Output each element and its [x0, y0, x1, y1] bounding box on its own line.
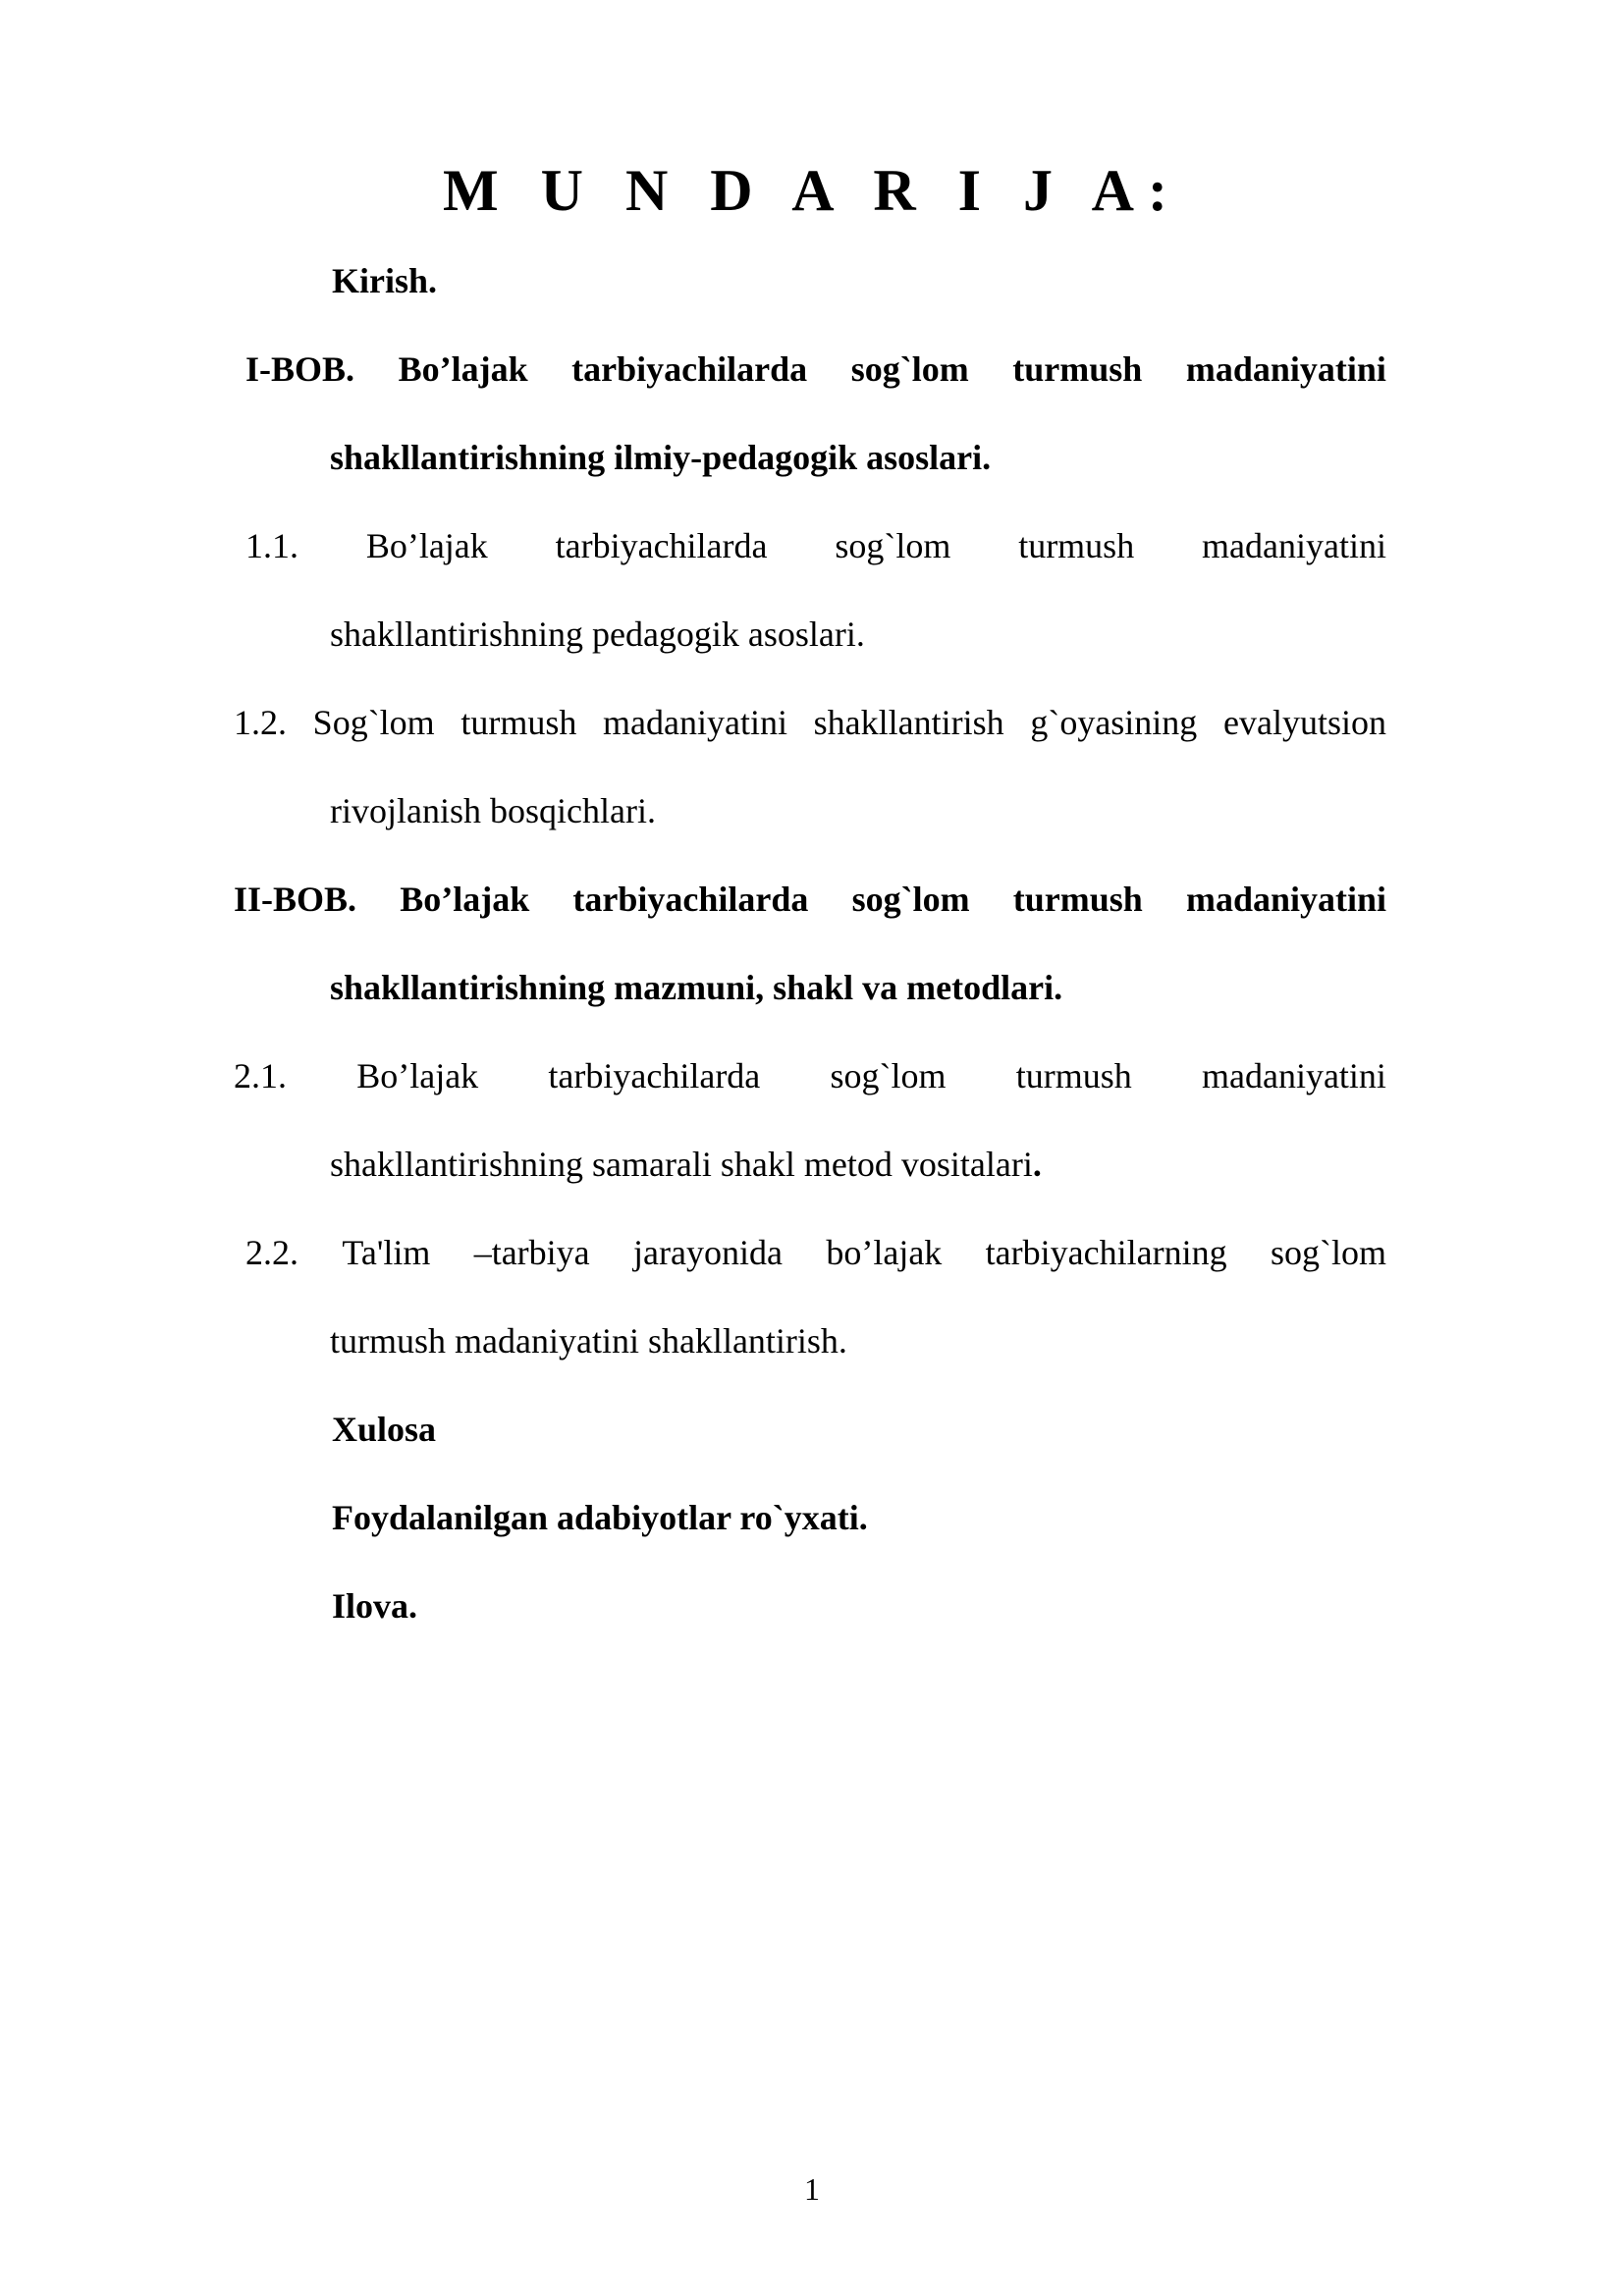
toc-word: turmush: [1012, 349, 1143, 389]
toc-chapter-1-number: I-BOB.: [245, 349, 355, 389]
toc-word: shakllantirish: [813, 703, 1004, 742]
toc-word: tarbiyachilarda: [571, 349, 808, 389]
toc-intro: Kirish.: [332, 261, 438, 300]
toc-word: madaniyatini: [603, 703, 787, 742]
toc-section-2-1-line-2: [330, 1143, 1042, 1186]
toc-word: tarbiyachilarda: [548, 1056, 761, 1095]
toc-section-2-1-line-1: [234, 1054, 1386, 1097]
toc-section-2-1-period: .: [1032, 1145, 1042, 1184]
toc-word: turmush: [1015, 1056, 1132, 1095]
toc-word: turmush: [1012, 880, 1143, 919]
toc-section-number: 2.2.: [245, 1233, 298, 1272]
toc-word: sog`lom: [851, 880, 970, 919]
toc-word: tarbiyachilarda: [572, 880, 809, 919]
page-title: M U N D A R I J A:: [442, 158, 1181, 223]
toc-chapter-2-line-2: shakllantirishning mazmuni, shakl va metodlari.: [330, 968, 1063, 1007]
toc-word: sog`lom: [850, 349, 969, 389]
toc-word: turmush: [460, 703, 577, 742]
toc-section-2-1-text: shakllantirishning samarali shakl metod vositalari: [330, 1145, 1033, 1184]
toc-word: Sog`lom: [312, 703, 435, 742]
toc-references: Foydalanilgan adabiyotlar ro`yxati.: [332, 1498, 868, 1537]
toc-conclusion: Xulosa: [332, 1410, 437, 1449]
toc-word: sog`lom: [835, 526, 951, 565]
toc-section-1-2-line-2: rivojlanish bosqichlari.: [330, 791, 656, 830]
toc-chapter-2-number: II-BOB.: [234, 880, 357, 919]
toc-chapter-1-line-2: shakllantirishning ilmiy-pedagogik asoslari.: [330, 438, 992, 477]
toc-word: evalyutsion: [1222, 703, 1386, 742]
toc-word: jarayonida: [633, 1233, 783, 1272]
toc-word: madaniyatini: [1202, 526, 1386, 565]
toc-word: Bo’lajak: [356, 1056, 479, 1095]
toc-word: Bo’lajak: [365, 526, 488, 565]
toc-section-1-1-line-1: [245, 524, 1386, 567]
toc-section-number: 1.2.: [234, 703, 287, 742]
toc-appendix: Ilova.: [332, 1586, 418, 1626]
toc-word: bo’lajak: [826, 1233, 943, 1272]
toc-section-1-1-line-2: shakllantirishning pedagogik asoslari.: [330, 614, 865, 654]
toc-word: Ta'lim: [342, 1233, 431, 1272]
toc-word: sog`lom: [830, 1056, 947, 1095]
toc-chapter-2-line-1: [234, 878, 1386, 921]
toc-section-1-2-line-1: [234, 701, 1386, 744]
toc-word: madaniyatini: [1185, 880, 1386, 919]
toc-section-2-2-line-2: turmush madaniyatini shakllantirish.: [330, 1321, 847, 1361]
toc-word: –tarbiya: [473, 1233, 590, 1272]
toc-chapter-1-line-1: [245, 347, 1386, 391]
toc-word: tarbiyachilarning: [985, 1233, 1227, 1272]
toc-word: madaniyatini: [1185, 349, 1386, 389]
page-number: 1: [804, 2171, 820, 2207]
toc-word: tarbiyachilarda: [555, 526, 768, 565]
toc-word: sog`lom: [1270, 1233, 1386, 1272]
toc-word: g`oyasining: [1030, 703, 1198, 742]
toc-word: madaniyatini: [1201, 1056, 1386, 1095]
toc-section-2-2-line-1: [245, 1231, 1386, 1274]
toc-section-number: 1.1.: [245, 526, 298, 565]
toc-word: Bo’lajak: [398, 349, 528, 389]
toc-word: turmush: [1018, 526, 1135, 565]
toc-section-number: 2.1.: [234, 1056, 287, 1095]
toc-word: Bo’lajak: [400, 880, 530, 919]
